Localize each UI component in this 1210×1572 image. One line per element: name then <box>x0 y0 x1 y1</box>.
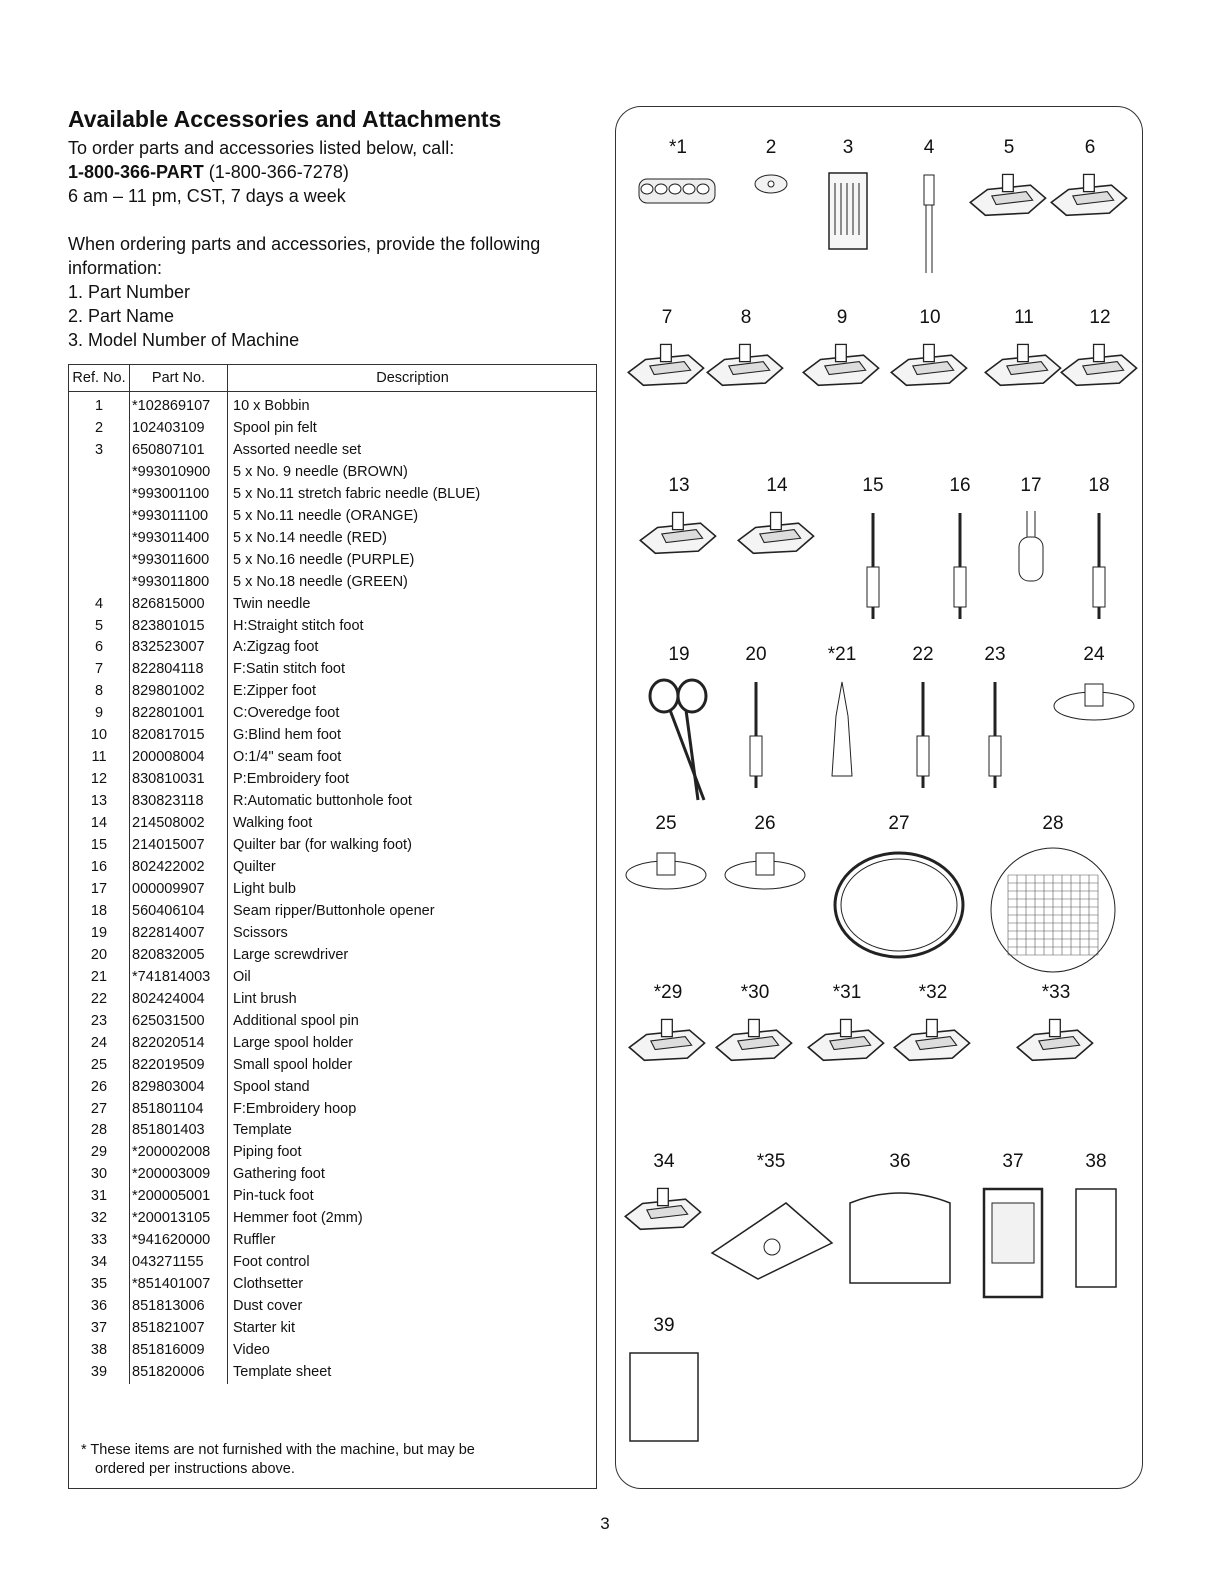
page-number: 3 <box>600 1514 610 1533</box>
figure-label: *31 <box>832 982 862 1003</box>
table-row <box>69 879 597 901</box>
description-cell: Seam ripper/Buttonhole opener <box>233 902 435 919</box>
parts-table <box>69 365 597 1384</box>
description-cell: Assorted needle set <box>233 441 362 458</box>
page-title: Available Accessories and Attachments <box>68 106 502 132</box>
part-no-cell: 560406104 <box>130 901 228 923</box>
ref-no-cell: 10 <box>69 725 130 747</box>
large-spool-holder-icon <box>1049 676 1139 731</box>
ref-no-cell: 4 <box>69 594 130 616</box>
description-cell: Template sheet <box>233 1363 332 1380</box>
part-no-cell: 650807101 <box>130 440 228 462</box>
table-row <box>69 440 597 462</box>
ref-no-cell: 13 <box>69 791 130 813</box>
figure-label: 39 <box>653 1315 675 1336</box>
table-row <box>69 1252 597 1274</box>
table-row <box>69 550 597 572</box>
figure-label: 8 <box>740 307 752 328</box>
table-row <box>69 594 597 616</box>
table-row <box>69 637 597 659</box>
ref-no-cell: 17 <box>69 879 130 901</box>
ref-no-cell: 7 <box>69 659 130 681</box>
part-no-cell: 200008004 <box>130 747 228 769</box>
part-no-cell: 830810031 <box>130 769 228 791</box>
part-no-cell: *941620000 <box>130 1230 228 1252</box>
part-no-cell: 851801104 <box>130 1099 228 1121</box>
description-cell: P:Embroidery foot <box>233 771 350 788</box>
part-no-cell: 851820006 <box>130 1362 228 1384</box>
table-row <box>69 791 597 813</box>
part-no-cell: *200002008 <box>130 1142 228 1164</box>
part-no-cell: 802424004 <box>130 989 228 1011</box>
info-list-item: 2. Part Name <box>68 306 175 326</box>
hours-line: 6 am – 11 pm, CST, 7 days a week <box>68 186 346 206</box>
figure-label: 6 <box>1084 137 1096 158</box>
ref-no-cell: 23 <box>69 1011 130 1033</box>
ref-no-cell: 15 <box>69 835 130 857</box>
figure-label: 18 <box>1088 475 1110 496</box>
table-row <box>69 572 597 594</box>
ref-no-cell <box>69 528 130 550</box>
ruffler-icon <box>1013 1014 1099 1075</box>
bobbins-icon <box>635 169 721 214</box>
ref-no-cell: 37 <box>69 1318 130 1340</box>
part-no-cell: 851816009 <box>130 1340 228 1362</box>
part-no-cell: *851401007 <box>130 1274 228 1296</box>
ref-no-cell <box>69 572 130 594</box>
ref-no-cell: 16 <box>69 857 130 879</box>
part-no-cell: 214015007 <box>130 835 228 857</box>
table-row <box>69 1274 597 1296</box>
table-row <box>69 1318 597 1340</box>
screwdriver-icon <box>736 676 776 801</box>
table-row <box>69 1296 597 1318</box>
part-no-cell: *993011600 <box>130 550 228 572</box>
light-bulb-icon <box>1011 507 1051 592</box>
phone-number: (1-800-366-7278) <box>203 162 349 182</box>
figure-label: 37 <box>1002 1151 1024 1172</box>
ref-no-cell: 26 <box>69 1077 130 1099</box>
part-no-cell: 851813006 <box>130 1296 228 1318</box>
parts-table-box <box>68 364 597 1489</box>
embroidery-hoop-icon <box>829 845 969 970</box>
provide-line: When ordering parts and accessories, provide the following <box>68 234 541 254</box>
description-cell: Foot control <box>233 1254 310 1271</box>
seam-foot-icon <box>981 339 1067 400</box>
ref-no-cell <box>69 484 130 506</box>
part-no-cell: *200003009 <box>130 1164 228 1186</box>
figure-label: *30 <box>740 982 770 1003</box>
part-no-cell: *993010900 <box>130 462 228 484</box>
description-cell: Ruffler <box>233 1232 276 1249</box>
figure-label: 12 <box>1089 307 1111 328</box>
part-no-cell: 822019509 <box>130 1055 228 1077</box>
blind-hem-foot-icon <box>887 339 973 400</box>
ref-no-cell: 22 <box>69 989 130 1011</box>
table-row <box>69 747 597 769</box>
part-no-cell: 851801403 <box>130 1120 228 1142</box>
description-cell: 5 x No.18 needle (GREEN) <box>233 573 408 590</box>
figure-label: 5 <box>1003 137 1015 158</box>
figure-label: 28 <box>1042 813 1064 834</box>
spool-stand-icon <box>720 845 810 900</box>
figure-label: 24 <box>1083 644 1105 665</box>
description-cell: Pin-tuck foot <box>233 1188 314 1205</box>
description-cell: Large screwdriver <box>233 946 349 963</box>
figure-label: 10 <box>919 307 941 328</box>
phone-number-bold: 1-800-366-PART <box>68 162 204 182</box>
table-row <box>69 616 597 638</box>
part-no-cell: *741814003 <box>130 967 228 989</box>
part-no-cell: 826815000 <box>130 594 228 616</box>
ref-no-cell: 9 <box>69 703 130 725</box>
table-row <box>69 1230 597 1252</box>
figure-label: 15 <box>862 475 884 496</box>
table-row <box>69 1033 597 1055</box>
figure-label: *32 <box>918 982 948 1003</box>
description-cell: 5 x No.16 needle (PURPLE) <box>233 551 415 568</box>
needle-set-icon <box>823 169 873 258</box>
description-cell: F:Embroidery hoop <box>233 1100 357 1117</box>
dust-cover-icon <box>840 1183 960 1298</box>
table-row <box>69 1142 597 1164</box>
description-cell: G:Blind hem foot <box>233 727 341 744</box>
table-row <box>69 725 597 747</box>
provide-line-2: information: <box>68 258 163 278</box>
part-no-cell: *200013105 <box>130 1208 228 1230</box>
ref-no-cell: 30 <box>69 1164 130 1186</box>
table-row <box>69 945 597 967</box>
table-row <box>69 392 597 418</box>
figure-label: 11 <box>1014 307 1034 328</box>
figure-label: 17 <box>1020 475 1042 496</box>
ref-no-cell: 11 <box>69 747 130 769</box>
ref-no-cell: 18 <box>69 901 130 923</box>
video-icon <box>1068 1183 1124 1298</box>
table-row <box>69 418 597 440</box>
starter-kit-icon <box>978 1183 1048 1308</box>
table-row <box>69 484 597 506</box>
part-no-cell: 822801001 <box>130 703 228 725</box>
pin-tuck-foot-icon <box>804 1014 890 1075</box>
part-no-cell: 832523007 <box>130 637 228 659</box>
walking-foot-icon <box>734 507 820 568</box>
description-cell: Walking foot <box>233 815 313 832</box>
description-cell: Light bulb <box>233 880 296 897</box>
description-cell: 10 x Bobbin <box>233 398 310 414</box>
description-cell: Small spool holder <box>233 1056 353 1073</box>
description-cell: Template <box>233 1122 292 1139</box>
figure-label: 27 <box>888 813 910 834</box>
table-row <box>69 462 597 484</box>
figure-label: *21 <box>827 644 857 665</box>
accessories-illustration-panel <box>615 106 1143 1489</box>
description-cell: 5 x No.11 needle (ORANGE) <box>233 507 419 524</box>
part-no-cell: *993011100 <box>130 506 228 528</box>
quilter-icon <box>940 507 980 632</box>
ref-no-cell: 20 <box>69 945 130 967</box>
part-no-cell: 214508002 <box>130 813 228 835</box>
figure-label: 36 <box>889 1151 911 1172</box>
figure-label: *33 <box>1041 982 1071 1003</box>
figure-label: 22 <box>912 644 934 665</box>
part-no-cell: 102403109 <box>130 418 228 440</box>
part-no-cell: *993001100 <box>130 484 228 506</box>
part-no-cell: 822804118 <box>130 659 228 681</box>
description-cell: Quilter <box>233 859 276 876</box>
ref-no-cell: 27 <box>69 1099 130 1121</box>
description-cell: Starter kit <box>233 1320 296 1337</box>
description-cell: Dust cover <box>233 1298 303 1315</box>
figure-label: 20 <box>745 644 767 665</box>
figure-label: 23 <box>984 644 1006 665</box>
part-no-cell: 820832005 <box>130 945 228 967</box>
figure-label: *1 <box>669 137 687 158</box>
clothsetter-icon <box>706 1183 836 1288</box>
piping-foot-icon <box>625 1014 711 1075</box>
straight-foot-icon <box>966 169 1052 230</box>
buttonhole-foot-icon <box>636 507 722 568</box>
figure-label: *35 <box>756 1151 786 1172</box>
part-no-cell: 625031500 <box>130 1011 228 1033</box>
table-row <box>69 1186 597 1208</box>
ref-no-cell <box>69 550 130 572</box>
table-row <box>69 1120 597 1142</box>
table-row <box>69 1208 597 1230</box>
zigzag-foot-icon <box>1047 169 1133 230</box>
table-row <box>69 1164 597 1186</box>
description-cell: Piping foot <box>233 1144 302 1161</box>
scissors-icon <box>644 676 714 811</box>
figure-label: 26 <box>754 813 776 834</box>
ref-no-cell: 2 <box>69 418 130 440</box>
info-list-item: 3. Model Number of Machine <box>68 330 300 350</box>
part-no-cell: 823801015 <box>130 616 228 638</box>
quilter-bar-icon <box>853 507 893 632</box>
description-cell: Gathering foot <box>233 1166 325 1183</box>
col-header-ref: Ref. No. <box>69 365 130 392</box>
embroidery-foot-icon <box>1057 339 1143 400</box>
ref-no-cell: 29 <box>69 1142 130 1164</box>
ref-no-cell: 35 <box>69 1274 130 1296</box>
hemmer-foot-icon <box>890 1014 976 1075</box>
figure-label: 38 <box>1085 1151 1107 1172</box>
description-cell: Additional spool pin <box>233 1012 359 1029</box>
ref-no-cell: 3 <box>69 440 130 462</box>
ref-no-cell: 24 <box>69 1033 130 1055</box>
table-row <box>69 506 597 528</box>
info-list-item: 1. Part Number <box>68 282 191 302</box>
part-no-cell: *993011800 <box>130 572 228 594</box>
description-cell: Lint brush <box>233 990 297 1007</box>
figure-label: 25 <box>655 813 677 834</box>
description-cell: C:Overedge foot <box>233 705 340 722</box>
ref-no-cell: 14 <box>69 813 130 835</box>
small-spool-holder-icon <box>621 845 711 900</box>
part-no-cell: 043271155 <box>130 1252 228 1274</box>
ref-no-cell: 21 <box>69 967 130 989</box>
table-row <box>69 901 597 923</box>
table-row <box>69 1362 597 1384</box>
description-cell: 5 x No. 9 needle (BROWN) <box>233 463 408 480</box>
ref-no-cell <box>69 506 130 528</box>
part-no-cell: 830823118 <box>130 791 228 813</box>
part-no-cell: 822020514 <box>130 1033 228 1055</box>
footnote-line: ordered per instructions above. <box>95 1461 295 1477</box>
description-cell: R:Automatic buttonhole foot <box>233 793 412 810</box>
lint-brush-icon <box>903 676 943 801</box>
ref-no-cell <box>69 462 130 484</box>
col-header-description: Description <box>228 365 598 392</box>
figure-label: 34 <box>653 1151 675 1172</box>
description-cell: H:Straight stitch foot <box>233 617 364 634</box>
ref-no-cell: 32 <box>69 1208 130 1230</box>
table-row <box>69 1340 597 1362</box>
part-no-cell: *102869107 <box>130 392 228 418</box>
description-cell: A:Zigzag foot <box>233 639 319 656</box>
ref-no-cell: 38 <box>69 1340 130 1362</box>
figure-label: 16 <box>949 475 971 496</box>
table-row <box>69 835 597 857</box>
parts-table-body <box>69 392 597 1384</box>
part-no-cell: 820817015 <box>130 725 228 747</box>
table-row <box>69 769 597 791</box>
spool-felt-icon <box>751 169 791 204</box>
col-header-part: Part No. <box>130 365 228 392</box>
description-cell: O:1/4" seam foot <box>233 749 342 766</box>
part-no-cell: 822814007 <box>130 923 228 945</box>
table-row <box>69 813 597 835</box>
table-row <box>69 703 597 725</box>
zipper-foot-icon <box>703 339 789 400</box>
description-cell: Hemmer foot (2mm) <box>233 1210 363 1227</box>
description-cell: Large spool holder <box>233 1034 354 1051</box>
phone-line <box>68 160 608 184</box>
table-row <box>69 1077 597 1099</box>
part-no-cell: *200005001 <box>130 1186 228 1208</box>
part-no-cell: 000009907 <box>130 879 228 901</box>
ref-no-cell: 5 <box>69 616 130 638</box>
part-no-cell: 829803004 <box>130 1077 228 1099</box>
description-cell: F:Satin stitch foot <box>233 661 346 678</box>
ref-no-cell: 33 <box>69 1230 130 1252</box>
description-cell: 5 x No.11 stretch fabric needle (BLUE) <box>233 485 481 502</box>
description-cell: Oil <box>233 968 251 985</box>
part-no-cell: 851821007 <box>130 1318 228 1340</box>
description-cell: Spool pin felt <box>233 419 317 436</box>
table-row <box>69 1055 597 1077</box>
figure-label: 13 <box>668 475 690 496</box>
ref-no-cell: 28 <box>69 1120 130 1142</box>
table-row <box>69 967 597 989</box>
table-row <box>69 659 597 681</box>
description-cell: E:Zipper foot <box>233 683 317 700</box>
description-cell: Clothsetter <box>233 1276 304 1293</box>
part-no-cell: *993011400 <box>130 528 228 550</box>
overedge-foot-icon <box>799 339 885 400</box>
figure-label: 3 <box>842 137 854 158</box>
spool-pin-icon <box>975 676 1015 801</box>
figure-label: 7 <box>661 307 673 328</box>
figure-label: 19 <box>668 644 690 665</box>
table-row <box>69 528 597 550</box>
ref-no-cell: 25 <box>69 1055 130 1077</box>
ref-no-cell: 31 <box>69 1186 130 1208</box>
twin-needle-icon <box>914 169 944 284</box>
ordering-info <box>68 136 608 352</box>
table-row <box>69 857 597 879</box>
description-cell: Scissors <box>233 924 288 941</box>
oil-icon <box>822 676 862 791</box>
ref-no-cell: 39 <box>69 1362 130 1384</box>
ref-no-cell: 19 <box>69 923 130 945</box>
satin-foot-icon <box>624 339 710 400</box>
part-no-cell: 829801002 <box>130 681 228 703</box>
footnote-line: * These items are not furnished with the machine, but may be <box>81 1442 475 1458</box>
table-row <box>69 1011 597 1033</box>
description-cell: Video <box>233 1341 270 1358</box>
gathering-foot-icon <box>712 1014 798 1075</box>
description-cell: Twin needle <box>233 595 311 612</box>
description-cell: Quilter bar (for walking foot) <box>233 837 412 854</box>
seam-ripper-icon <box>1079 507 1119 632</box>
figure-label: 9 <box>836 307 848 328</box>
template-icon <box>978 845 1128 980</box>
table-header-row <box>69 365 597 392</box>
figure-label: 14 <box>766 475 788 496</box>
foot-control-icon <box>621 1183 707 1244</box>
figure-label: 2 <box>765 137 777 158</box>
figure-label: 4 <box>923 137 935 158</box>
part-no-cell: 802422002 <box>130 857 228 879</box>
description-cell: 5 x No.14 needle (RED) <box>233 529 387 546</box>
figure-label: *29 <box>653 982 683 1003</box>
description-cell: Spool stand <box>233 1078 310 1095</box>
footnote <box>81 1441 475 1479</box>
ref-no-cell: 34 <box>69 1252 130 1274</box>
order-line: To order parts and accessories listed below, call: <box>68 138 455 158</box>
ref-no-cell: 1 <box>69 392 130 418</box>
table-row <box>69 989 597 1011</box>
ref-no-cell: 36 <box>69 1296 130 1318</box>
ref-no-cell: 6 <box>69 637 130 659</box>
table-row <box>69 1099 597 1121</box>
table-row <box>69 923 597 945</box>
ref-no-cell: 8 <box>69 681 130 703</box>
table-row <box>69 681 597 703</box>
ref-no-cell: 12 <box>69 769 130 791</box>
template-sheet-icon <box>624 1347 704 1452</box>
